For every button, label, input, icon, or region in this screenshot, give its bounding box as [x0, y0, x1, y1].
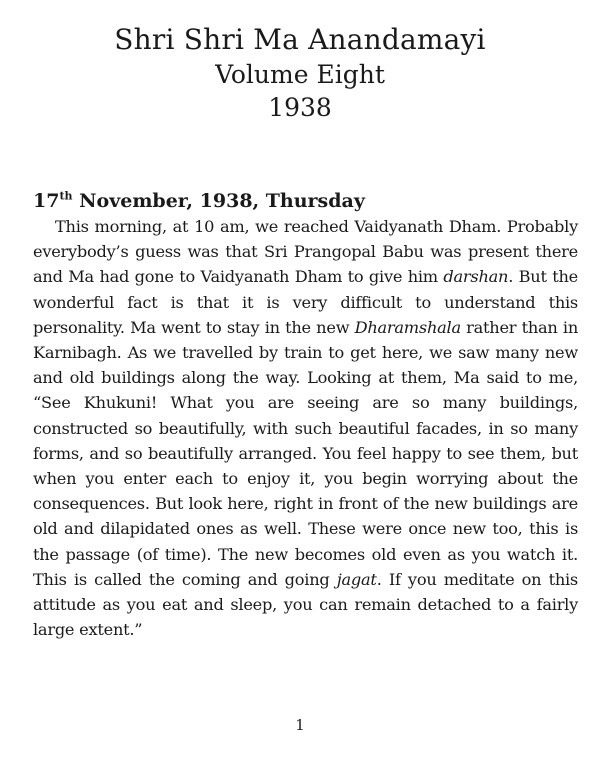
paragraph-text-1: This morning, at 10 am, we reached Vaidyanath Dham. Probably everybody’s guess was that Sri Prangopal Babu was present there and Ma had gone to Vaidyanath Dham to give him [33, 217, 578, 287]
entry-date-rest: November, 1938, Thursday [72, 190, 365, 212]
entry-date-suffix: th [59, 189, 73, 203]
title-block [0, 22, 600, 124]
diary-entry [33, 188, 578, 642]
volume-heading: Volume Eight [215, 60, 385, 89]
page-number: 1 [295, 716, 305, 734]
term-darshan: darshan [443, 267, 509, 287]
term-jagat: jagat [336, 569, 377, 589]
entry-paragraph [33, 214, 578, 642]
term-dharamshala: Dharamshala [354, 317, 461, 337]
paragraph-text-4: . If you meditate on this attitude as you eat and sleep, you can remain detached to a fairly large extent.” [33, 569, 578, 640]
paragraph-text-3: rather than in Karnibagh. As we travelled by train to get here, we saw many new and old buildings along the way. Looking at them, Ma said to me, “See Khukuni! What you are seeing are so many buildings, constructed so beautifully, with such beautiful facades, in so many forms, and so beautifully arranged. You feel happy to see them, but when you enter each to enjoy it, you begin worrying about the consequences. But look here, right in front of the new buildings are old and dilapidated ones as well. These were once new too, this is the passage (of time). The new becomes old even as you watch it. This is called the coming and going [33, 317, 578, 589]
book-title: Shri Shri Ma Anandamayi [114, 23, 486, 56]
entry-date-day: 17 [33, 190, 60, 212]
entry-date [33, 188, 578, 214]
year-heading: 1938 [268, 93, 332, 122]
paragraph-text-2: . But the wonderful fact is that it is very difficult to understand this personality. Ma went to stay in the new [33, 267, 578, 337]
